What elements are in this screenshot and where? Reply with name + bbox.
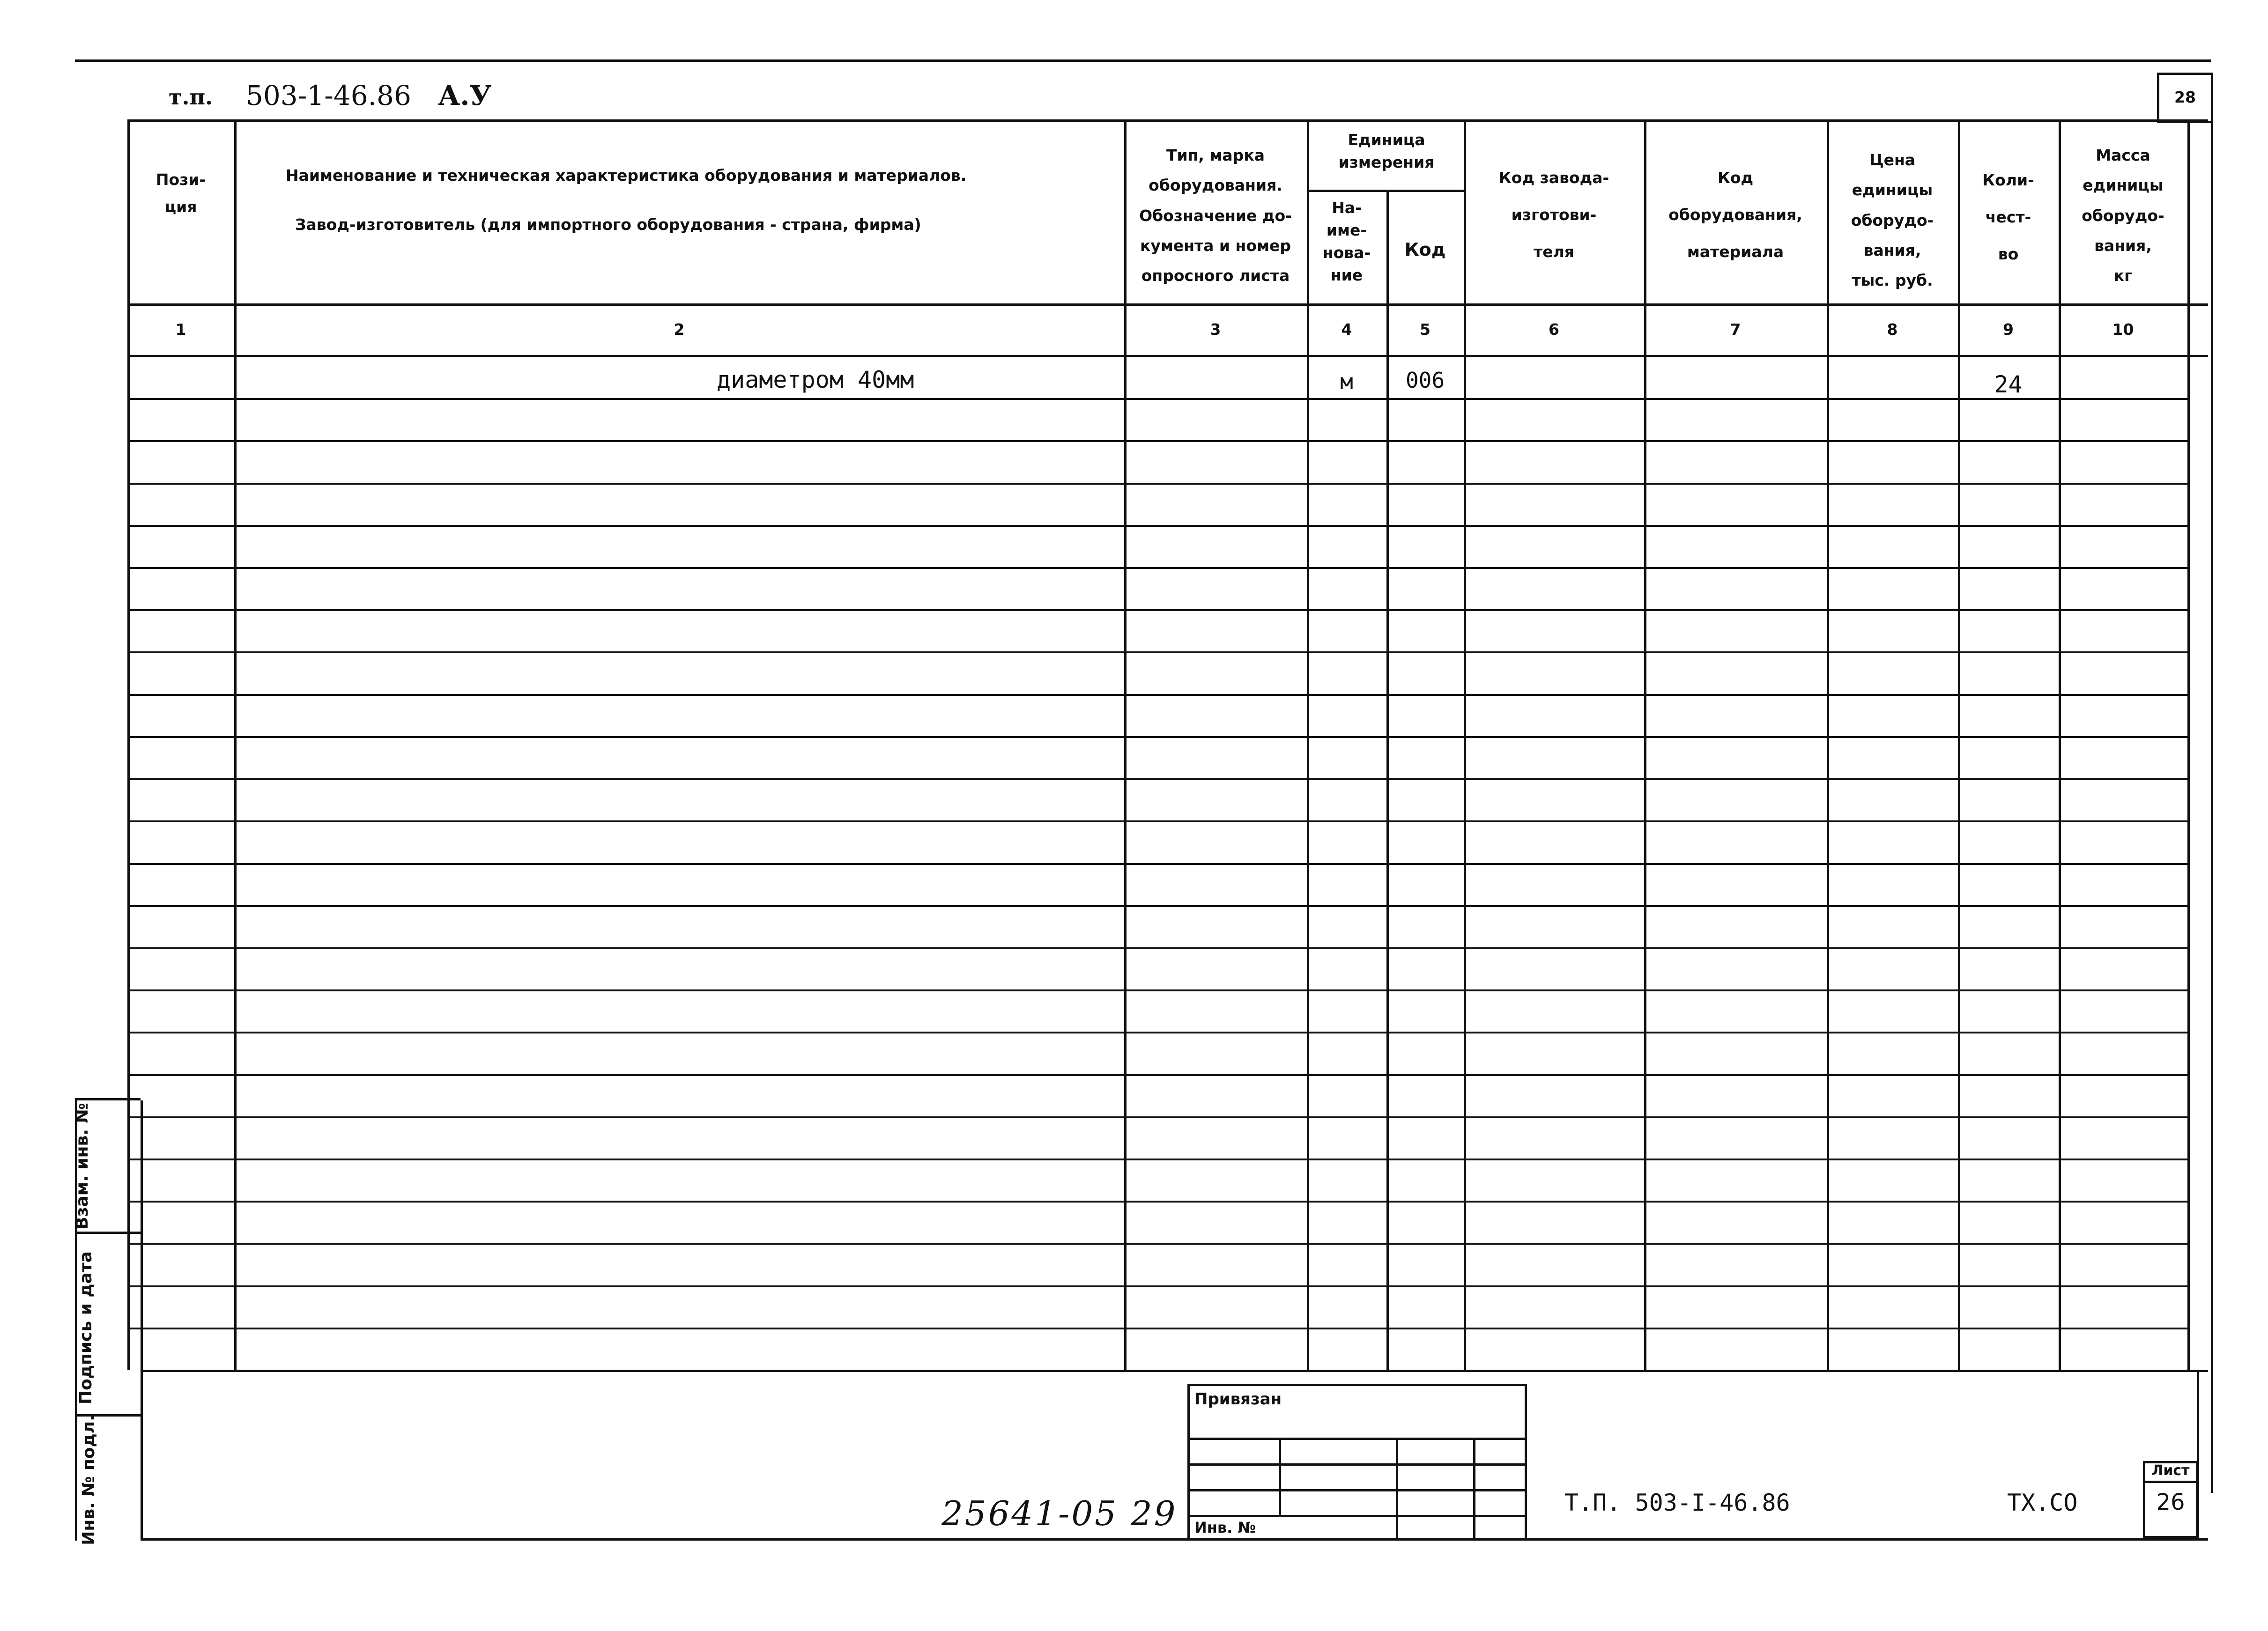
title-block-bottom-line [141,1538,2208,1541]
col-number-1: 1 [175,320,186,339]
col-line-0 [127,119,130,1370]
doc-prefix: т.п. [169,84,213,110]
col10-header: Масса единицы оборудо- вания, кг [2082,146,2164,285]
col-line-6 [1644,119,1646,1370]
bound-col-3 [1473,1438,1475,1538]
col9-header: Коли- чест- во [1982,171,2034,264]
table-row-line [127,525,2188,527]
sheet-number: 26 [2156,1489,2185,1515]
table-row-line [127,947,2188,949]
unit-subheader-line [1307,190,1466,192]
col7-header: Код оборудования, материала [1668,169,1802,261]
col-number-7: 7 [1730,320,1741,339]
table-row-line [127,1074,2188,1076]
table-row-line [127,905,2188,907]
bound-row-3 [1187,1489,1527,1491]
table-row-line [127,736,2188,738]
header-bottom-line [127,303,2208,306]
table-row-line [127,567,2188,569]
margin-divider-1 [75,1232,141,1234]
col3-header: Тип, марка оборудования. Обозначение до- кумента и номер опросного листа [1139,146,1292,285]
sheet-label: Лист [2151,1462,2190,1479]
bound-row-4 [1187,1515,1527,1517]
bound-col-2 [1396,1438,1398,1538]
row1-quantity: 24 [1994,371,2023,398]
table-row-line [127,483,2188,485]
title-doc-code: Т.П. 503-I-46.86 [1564,1489,1790,1516]
numbers-bottom-line [127,355,2208,357]
col1-header: Пози- ция [156,170,206,216]
row1-name: диаметром 40мм [717,366,914,393]
row1-unit-code: 006 [1405,368,1445,393]
table-row-line [127,820,2188,822]
col-number-5: 5 [1420,320,1430,339]
bound-row-1 [1187,1438,1527,1440]
margin-divider-top [75,1098,141,1100]
margin-line-inner [141,1100,143,1541]
table-row-line [127,651,2188,653]
handwritten-number: 25641-05 29 [941,1494,1178,1533]
bound-row-2 [1187,1463,1527,1466]
right-frame-line [2211,123,2213,1493]
col-line-1 [234,119,237,1370]
margin-label-3: Инв. № подл. [79,1415,98,1545]
col6-header: Код завода- изготови- теля [1498,169,1609,261]
col-line-10 [2187,119,2190,1370]
margin-label-2: Подпись и дата [76,1251,96,1404]
table-row-line [127,1032,2188,1033]
margin-label-1: Взам. инв. № [72,1103,92,1230]
table-row-line [127,989,2188,991]
sheet-box-divider [2143,1481,2198,1483]
col5-header: Код [1404,239,1446,260]
col-number-8: 8 [1887,320,1898,339]
table-row-line [127,778,2188,780]
table-row-line [127,1285,2188,1287]
col-number-9: 9 [2003,320,2014,339]
table-row-line [127,1201,2188,1203]
col-line-9 [2059,119,2061,1370]
table-row-line [127,863,2188,865]
table-row-line [127,1116,2188,1118]
col45-header: Единица измерения [1338,131,1435,171]
table-top-line [127,119,2208,122]
top-border-line [75,59,2211,62]
col-number-4: 4 [1341,320,1352,339]
title-section-code: ТХ.СО [2007,1489,2078,1516]
col-number-3: 3 [1210,320,1221,339]
bound-label: Привязан [1194,1390,1282,1409]
col2-header-line1: Наименование и техническая характеристика оборудования и материалов. [286,166,967,185]
table-row-line [127,1159,2188,1160]
table-row-line [127,1328,2188,1329]
col-line-2 [1124,119,1127,1370]
doc-suffix: А.У [438,80,492,111]
bound-col-1 [1279,1438,1281,1515]
col-number-2: 2 [674,320,685,339]
col-line-3 [1307,119,1309,1370]
doc-number: 503-1-46.86 [246,80,411,111]
table-row-line [127,1243,2188,1245]
inv-label: Инв. № [1194,1519,1256,1536]
col-line-8 [1958,119,1960,1370]
col2-header-line2: Завод-изготовитель (для импортного оборудования - страна, фирма) [295,215,921,234]
title-block-top-line [141,1370,2208,1372]
row1-unit: м [1340,369,1353,394]
table-row-line [127,609,2188,611]
col8-header: Цена единицы оборудо- вания, тыс. руб. [1851,151,1934,290]
col-line-5 [1464,119,1466,1370]
col4-header: На- име- нова- ние [1322,199,1371,284]
table-row-line [127,440,2188,442]
corner-number: 28 [2174,88,2196,106]
table-row-line [127,398,2188,400]
col-number-10: 10 [2112,320,2134,339]
col-number-6: 6 [1549,320,1559,339]
table-row-line [127,694,2188,696]
col-line-7 [1827,119,1829,1370]
